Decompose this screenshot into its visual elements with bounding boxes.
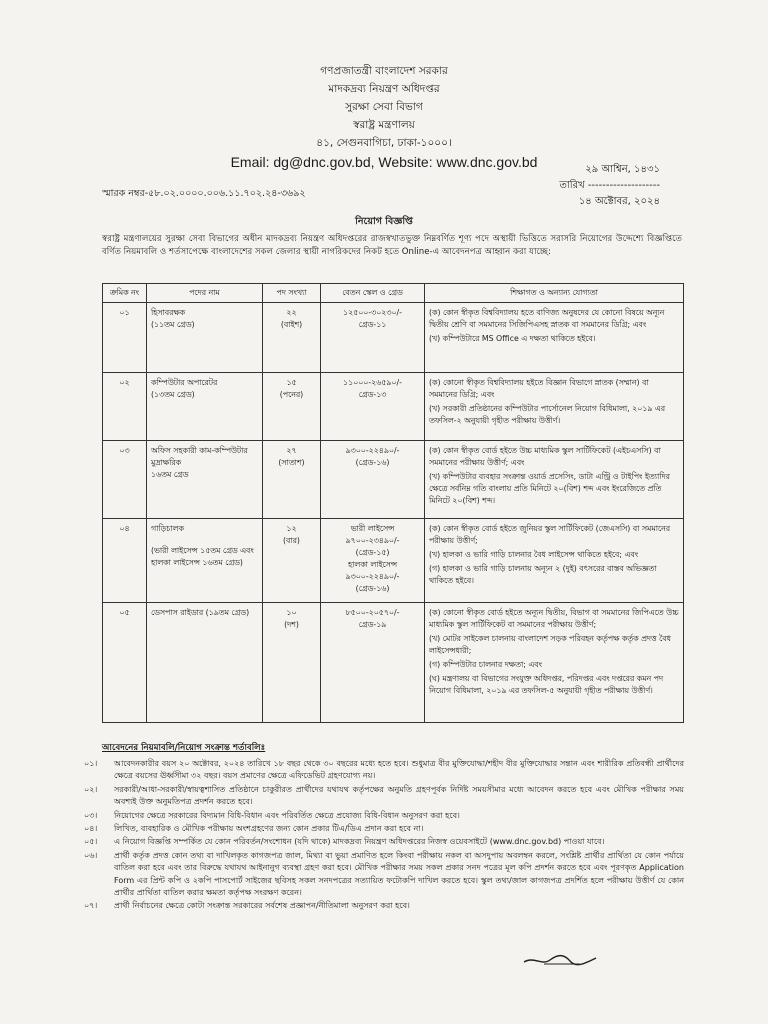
row-count [263, 373, 321, 441]
rule-number: ০৭। [84, 901, 98, 911]
row-serial: ০১ [103, 303, 147, 373]
count-number: ১০ [286, 608, 297, 617]
qualification-item: (ক) কোন স্বীকৃত বোর্ড হইতে জুনিয়র স্কুল সার্টিফিকেট (জেএসসি) বা সমমানের পরীক্ষায় উত্তীর্ণ; [429, 524, 671, 545]
scale-range: ১১০০০-২৬৫৯০/- [343, 378, 402, 387]
row-scale [321, 519, 425, 603]
count-number: ২৭ [286, 446, 297, 455]
row-count [263, 303, 321, 373]
rule-text: আবেদনকারীর বয়স ২০ অক্টোবর, ২০২৪ তারিখে ১৮ বছর থেকে ৩০ বছরের মধ্যে হতে হবে। শুধুমাত্র বীর মুক্তিযোদ্ধা/শহীদ বীর মুক্তিযোদ্ধার সন্তান এবং শারীরিক প্রতিবন্ধী প্রার্থীদের ক্ষেত্রে বয়সের ঊর্ধ্বসীমা ৩২ বছর। বয়স প্রমাণের ক্ষেত্রে এফিডেভিট গ্রহণযোগ্য নয়। [114, 759, 684, 781]
post-grade: (১১তম গ্রেড) [151, 320, 195, 329]
scale-grade: গ্রেড-১৯ [358, 620, 387, 629]
post-grade: ১৬তম গ্রেড [151, 470, 189, 479]
qualification-item: (খ) কম্পিউটারে MS Office এ দক্ষতা থাকিতে হইবে। [429, 334, 596, 343]
rule-item [84, 900, 684, 912]
rule-text: সরকারী/আধা-সরকারী/স্বায়ত্বশাসিত প্রতিষ্ঠানে চাকুরীরত প্রার্থীদের যথাযথ কর্তৃপক্ষের অনুমতি গ্রহণপূর্বক নির্দিষ্ট সময়সীমার মধ্যে আবেদন করতে হবে এবং মৌখিক পরীক্ষার সময় অবশ্যই উক্ত অনুমতিপত্র প্রদর্শন করতে হবে। [114, 784, 684, 807]
header-line-govt: গণপ্রজাতন্ত্রী বাংলাদেশ সরকার [320, 65, 448, 77]
scale-light-label: হালকা লাইসেন্স [348, 560, 397, 569]
post-grade: (ভারী লাইসেন্স ১৫তম গ্রেড এবং হালকা লাইসেন্স ১৬তম গ্রেড) [151, 546, 254, 567]
scale-light-grade: (গ্রেড-১৬) [355, 584, 390, 593]
rule-number: ০৬। [84, 850, 98, 860]
qualification-item: (খ) হালকা ও ভারি গাড়ি চালনার বৈধ লাইসেন্স থাকিতে হইবে; এবং [429, 550, 639, 559]
header-qualification: শিক্ষাগত ও অন্যান্য যোগ্যতা [425, 284, 684, 303]
rule-text: প্রার্থী কর্তৃক প্রদত্ত কোন তথ্য বা দাখিলকৃত কাগজপত্র জাল, মিথ্যা বা ভুয়া প্রমাণিত হলে কিংবা পরীক্ষায় নকল বা অসদুপায় অবলম্বন করলে, সংশ্লিষ্ট প্রার্থীর প্রার্থিতা যে কোন পর্যায়ে বাতিল করা হবে এবং তার বিরুদ্ধে যথাযথ আইনানুগ ব্যবস্থা গ্রহণ করা হবে। মৌখিক পরীক্ষার সময় সকল প্রকার সনদ পত্রের মূল কপি প্রদর্শন করতে হবে এবং পূরণকৃত Application Form এর প্রিন্ট কপি ও ২কপি পাসপোর্ট সাইজের ছবিসহ সকল সনদপত্রের সত্যায়িত ফটোকপি দাখিল করতে হবে। স্কুল তথ্য/জাল কাগজপত্র প্রদর্শিত হলে পরীক্ষায় উত্তীর্ণ যে কোন প্রার্থীর প্রার্থিতা বাতিল করার ক্ষমতা কর্তৃপক্ষ সংরক্ষণ করেন। [114, 850, 684, 898]
qualification-item: (খ) সরকারী প্রতিষ্ঠানের কম্পিউটার পার্সোনেল নিয়োগ বিধিমালা, ২০১৯ এর তফসিল-২ অনুযায়ী গৃহীত পরীক্ষায় উত্তীর্ণ। [429, 404, 666, 425]
post-name: কম্পিউটার অপারেটর [151, 378, 218, 387]
scale-light-range: ৯৩০০-২২৪৯০/- [345, 572, 400, 581]
post-name: গাড়িচালক [151, 524, 184, 533]
rule-number: ০৪। [84, 824, 98, 834]
table-header-row [103, 284, 684, 303]
row-post [147, 441, 263, 519]
count-words: (বার) [283, 536, 300, 545]
header-line-department: মাদকদ্রব্য নিয়ন্ত্রণ অধিদপ্তর [328, 83, 440, 95]
table-row [103, 303, 684, 373]
row-serial: ০৫ [103, 603, 147, 723]
row-serial: ০২ [103, 373, 147, 441]
row-count [263, 441, 321, 519]
row-post [147, 373, 263, 441]
row-scale [321, 603, 425, 723]
qualification-item: (খ) কম্পিউটার ব্যবহার সংক্রান্ত ওয়ার্ড প্রসেসিং, ডাটা এন্ট্রি ও টাইপিং ইত্যাদির ক্ষেত্রে সর্বনিম্ন গতি বাংলায় প্রতি মিনিটে ২০(বিশ) শব্দ এবং ইংরেজিতে প্রতি মিনিটে ২০(বিশ) শব্দ। [429, 472, 670, 505]
row-scale [321, 441, 425, 519]
row-post [147, 519, 263, 603]
qualification-item: (ক) কোনো স্বীকৃত বিশ্ববিদ্যালয় হইতে বিজ্ঞান বিভাগে স্নাতক (সম্মান) বা সমমানের ডিগ্রি; এবং [429, 378, 649, 399]
rule-text: প্রার্থী নির্বাচনের ক্ষেত্রে কোটা সংক্রান্ত সরকারের সর্বশেষ প্রজ্ঞাপন/নীতিমালা অনুসরণ করা হবে। [114, 901, 410, 911]
row-post [147, 303, 263, 373]
row-qualification [425, 441, 684, 519]
post-name: ডেসপাস রাইডার (১৯তম গ্রেড) [151, 608, 250, 617]
row-qualification [425, 519, 684, 603]
date-label: তারিখ -------------------- [559, 180, 660, 191]
rule-number: ০৩। [84, 810, 98, 820]
row-qualification [425, 373, 684, 441]
rule-number: ০৫। [84, 837, 98, 847]
row-qualification [425, 603, 684, 723]
date-english: ১৪ অক্টোবর, ২০২৪ [578, 196, 660, 207]
qualification-item: (গ) কম্পিউটার চালনার দক্ষতা; এবং [429, 660, 542, 669]
date-bangla: ২৯ আশ্বিন, ১৪৩১ [585, 164, 660, 175]
table-row [103, 603, 684, 723]
count-number: ২২ [286, 308, 297, 317]
count-number: ১২ [286, 524, 297, 533]
qualification-item: (ক) কোন স্বীকৃত বিশ্ববিদ্যালয় হতে বাণিজ্য অনুষদের যে কোনো বিষয়ে অন্যূন দ্বিতীয় শ্রেণি বা সমমানের সিজিপিএসহ স্নাতক বা সমমানের ডিগ্রি; এবং [429, 308, 665, 329]
rule-item [84, 784, 684, 809]
scale-heavy-label: ভারী লাইসেন্স [350, 524, 395, 533]
header-serial: ক্রমিক নং [103, 284, 147, 303]
row-scale [321, 303, 425, 373]
post-name: হিসাবরক্ষক [151, 308, 186, 317]
qualification-item: (ক) কোনো স্বীকৃত বোর্ড হইতে অন্যূন দ্বিতীয়, বিভাগ বা সমমানের জিপিএতে উচ্চ মাধ্যমিক স্কুল সার্টিফিকেট বা সমমানের পরীক্ষায় উত্তীর্ণ; [429, 608, 679, 629]
scale-range: ৯৩০০-২২৪৯০/- [345, 446, 400, 455]
rules-list [84, 758, 684, 914]
qualification-item: (ঘ) মন্ত্রণালয় বা বিভাগের সংযুক্ত অধিদপ্তর, পরিদপ্তর এবং দপ্তরের কমন পদ নিয়োগ বিধিমালা, ২০১৯ এর তফসিল-৫ অনুযায়ী গৃহীত পরীক্ষায় উত্তীর্ণ। [429, 674, 664, 695]
header-post-count: পদ সংখ্যা [263, 284, 321, 303]
header-line-ministry: স্বরাষ্ট্র মন্ত্রণালয় [353, 119, 415, 131]
row-qualification [425, 303, 684, 373]
header-line-division: সুরক্ষা সেবা বিভাগ [345, 101, 423, 113]
row-serial: ০৩ [103, 441, 147, 519]
office-header [0, 62, 768, 172]
count-words: (দশ) [284, 620, 299, 629]
count-words: (পনের) [279, 390, 304, 399]
header-line-address: ৪১, সেগুনবাগিচা, ঢাকা-১০০০। [316, 137, 452, 149]
date-block [480, 162, 660, 210]
rule-item [84, 823, 684, 835]
scale-range: ৮৫০০-২০৫৭০/- [345, 608, 400, 617]
signature-icon [520, 948, 600, 972]
table-row [103, 519, 684, 603]
scale-grade: গ্রেড-১৩ [358, 390, 387, 399]
table-row [103, 441, 684, 519]
rule-item [84, 758, 684, 783]
scale-grade: (গ্রেড-১৬) [355, 458, 390, 467]
rule-text: নিয়োগের ক্ষেত্রে সরকারের বিদ্যমান বিধি-বিধান এবং পরিবর্তিত ক্ষেত্রে প্রযোজ্য বিধি-বিধান অনুসরণ করা হবে। [114, 810, 460, 820]
scale-heavy-range: ৯৭০০-২৩৪৯০/- [345, 536, 400, 545]
count-words: (বাইশ) [280, 320, 303, 329]
row-count [263, 603, 321, 723]
post-name: অফিস সহকারী কাম-কম্পিউটার মুদ্রাক্ষরিক [151, 446, 248, 467]
header-email-website: Email: dg@dnc.gov.bd, Website: www.dnc.gov.bd [230, 154, 538, 170]
row-count [263, 519, 321, 603]
notice-title: নিয়োগ বিজ্ঞপ্তি [355, 216, 413, 227]
scale-range: ১২৫০০-৩০২৩০/- [343, 308, 402, 317]
rules-title: আবেদনের নিয়মাবলি/নিয়োগ সংক্রান্ত শর্তাবলিঃ [102, 743, 266, 753]
vacancy-table [102, 283, 684, 723]
row-serial: ০৪ [103, 519, 147, 603]
rule-number: ০১। [84, 759, 98, 768]
row-scale [321, 373, 425, 441]
notice-intro: স্বরাষ্ট্র মন্ত্রণালয়ের সুরক্ষা সেবা বিভাগের অধীন মাদকদ্রব্য নিয়ন্ত্রণ অধিদপ্তরের রাজস্বখাতভুক্ত নিম্নবর্ণিত শূণ্য পদে অস্থায়ী ভিত্তিতে সরাসরি নিয়োগের উদ্দেশ্যে বিজ্ঞপ্তিতে বর্ণিত নিয়মাবলি ও শর্তসাপেক্ষে বাংলাদেশের সকল জেলার স্থায়ী নাগরিকদের নিকট হতে Online-এ আবেদনপত্র আহ্বান করা যাচ্ছে: [102, 234, 682, 257]
reference-number: স্মারক নম্বর-৫৮.০২.০০০০.০০৬.১১.৭০২.২৪-৩৬৯২ [102, 188, 306, 199]
rule-item [84, 836, 684, 848]
scale-grade: গ্রেড-১১ [358, 320, 387, 329]
qualification-item: (গ) হালকা ও ভারি গাড়ি চালনায় অন্যূন ২ (দুই) বৎসরের বাস্তব অভিজ্ঞতা থাকিতে হইবে। [429, 564, 657, 585]
header-pay-scale: বেতন স্কেল ও গ্রেড [321, 284, 425, 303]
rule-number: ০২। [84, 784, 98, 794]
qualification-item: (খ) মোটর সাইকেল চালনায় বাংলাদেশ সড়ক পরিবহন কর্তৃপক্ষ কর্তৃক প্রদত্ত বৈধ লাইসেন্সধারী; [429, 634, 671, 655]
scale-heavy-grade: (গ্রেড-১৫) [355, 548, 390, 557]
count-number: ১৫ [286, 378, 297, 387]
row-post [147, 603, 263, 723]
post-grade: (১৩তম গ্রেড) [151, 390, 195, 399]
qualification-item: (ক) কোন স্বীকৃত বোর্ড হইতে উচ্চ মাধ্যমিক স্কুল সার্টিফিকেট (এইচএসসি) বা সমমানের পরীক্ষায় উত্তীর্ণ; এবং [429, 446, 661, 467]
count-words: (সাতাশ) [278, 458, 305, 467]
table-row [103, 373, 684, 441]
rule-text: লিখিত, ব্যবহারিক ও মৌখিক পরীক্ষায় অংশগ্রহণের জন্য কোন প্রকার টিএ/ডিএ প্রদান করা হবে না। [114, 824, 424, 834]
rule-text: এ নিয়োগ বিজ্ঞপ্তি সম্পর্কিত যে কোন পরিবর্তন/সংশোধন (যদি থাকে) মাদকদ্রব্য নিয়ন্ত্রণ অধিদপ্তরের নিজস্ব ওয়েবসাইটে (www.dnc.gov.bd) পাওয়া যাবে। [114, 837, 605, 847]
rule-item [84, 810, 684, 822]
rule-item [84, 850, 684, 900]
header-post-name: পদের নাম [147, 284, 263, 303]
